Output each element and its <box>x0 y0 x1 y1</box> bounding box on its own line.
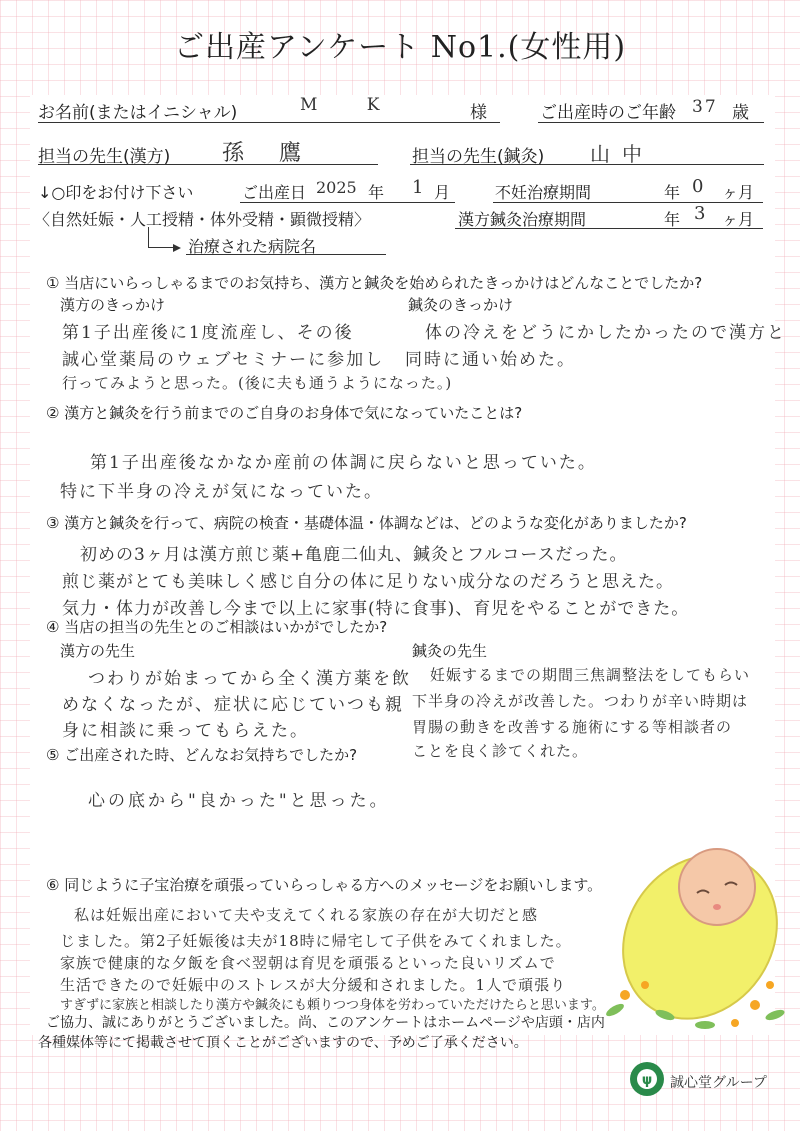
question-6: ⑥ 同じように子宝治療を頑張っていらっしゃる方へのメッセージをお願いします。 <box>46 876 603 894</box>
q4-shinkyu-line-1: 妊娠するまでの期間三焦調整法をしてもらい <box>430 666 751 684</box>
infertility-underline <box>493 202 763 203</box>
q3-line-2: 煎じ薬がとても美味しく感じ自分の体に足りない成分なのだろうと思えた。 <box>62 572 674 592</box>
name-value: M K <box>300 95 402 115</box>
q4-kampo-line-3: 身に相談に乗ってもらえた。 <box>62 721 309 741</box>
kampo-teacher-underline <box>38 164 378 165</box>
q1-shinkyu-line-1: 体の冷えをどうにかしたかったので漢方と <box>425 323 786 343</box>
kampo-period-months: 3 <box>694 203 708 224</box>
mark-instruction: ↓○印をお付け下さい <box>38 183 194 202</box>
birth-date-underline <box>240 202 455 203</box>
q1-shinkyu-line-2: 同時に通い始めた。 <box>405 350 576 370</box>
age-label: ご出産時のご年齢 <box>540 103 676 123</box>
svg-text:ψ: ψ <box>641 1073 653 1088</box>
q1-kampo-line-2: 誠心堂薬局のウェブセミナーに参加し <box>62 350 385 370</box>
q3-line-3: 気力・体力が改善し今まで以上に家事(特に食事)、育児をやることができた。 <box>62 599 690 619</box>
brand-name: 誠心堂グループ <box>670 1075 767 1091</box>
kampo-period-year-unit: 年 <box>664 210 681 229</box>
q6-line-2: じました。第2子妊娠後は夫が18時に帰宅して子供をみてくれました。 <box>60 932 572 950</box>
q4-kampo-label: 漢方の先生 <box>60 642 136 660</box>
question-5: ⑤ ご出産された時、どんなお気持ちでしたか? <box>46 746 358 764</box>
q1-kampo-line-3: 行ってみようと思った。(後に夫も通うようになった。) <box>62 374 453 392</box>
question-3: ③ 漢方と鍼灸を行って、病院の検査・基礎体温・体調などは、どのような変化がありましたか? <box>46 514 687 532</box>
hospital-arrow-icon <box>148 227 179 248</box>
infertility-year-unit: 年 <box>664 183 681 202</box>
honorific: 様 <box>470 103 487 123</box>
kampo-period-label: 漢方鍼灸治療期間 <box>458 210 587 229</box>
name-underline <box>38 122 500 123</box>
footer-thanks: ご協力、誠にありがとうございました。尚、このアンケートはホームページや店頭・店内 <box>46 1015 605 1031</box>
birth-year-unit: 年 <box>368 183 385 202</box>
q4-shinkyu-line-3: 胃腸の動きを改善する施術にする等相談者の <box>412 718 733 736</box>
question-2: ② 漢方と鍼灸を行う前までのご自身のお身体で気になっていたことは? <box>46 404 523 422</box>
kampo-teacher-label: 担当の先生(漢方) <box>38 147 171 167</box>
question-1: ① 当店にいらっしゃるまでのお気持ち、漢方と鍼灸を始められたきっかけはどんなことでしたか? <box>46 274 703 292</box>
q6-line-3: 家族で健康的な夕飯を食べ翌朝は育児を頑張るといった良いリズムで <box>60 954 556 972</box>
footer-notice: 各種媒体等にて掲載させて頂くことがございますので、予めご了承ください。 <box>38 1035 528 1051</box>
brand-logo-icon <box>628 1060 666 1098</box>
q5-line-1: 心の底から"良かった"と思った。 <box>88 791 390 811</box>
conception-methods: 〈自然妊娠・人工授精・体外受精・顕微授精〉 <box>34 210 371 229</box>
kampo-teacher-value: 孫 鷹 <box>222 141 315 166</box>
q4-kampo-line-1: つわりが始まってから全く漢方薬を飲 <box>88 669 411 689</box>
brand-logo <box>628 1060 788 1100</box>
question-4: ④ 当店の担当の先生とのご相談はいかがでしたか? <box>46 618 388 636</box>
q3-line-1: 初めの3ヶ月は漢方煎じ薬+亀鹿二仙丸、鍼灸とフルコースだった。 <box>80 545 628 565</box>
q4-kampo-line-2: めなくなったが、症状に応じていつも親 <box>62 695 404 715</box>
q1-kampo-label: 漢方のきっかけ <box>60 296 166 314</box>
shinkyu-teacher-underline <box>410 164 764 165</box>
q2-line-1: 第1子出産後なかなか産前の体調に戻らないと思っていた。 <box>90 453 597 473</box>
q4-shinkyu-line-4: ことを良く診てくれた。 <box>412 742 589 760</box>
q4-shinkyu-line-2: 下半身の冷えが改善した。つわりが辛い時期は <box>412 692 749 710</box>
page-title: ご出産アンケート No1.(女性用) <box>173 30 627 65</box>
birth-year: 2025 <box>316 178 357 197</box>
shinkyu-teacher-label: 担当の先生(鍼灸) <box>412 147 545 167</box>
q4-shinkyu-label: 鍼灸の先生 <box>412 642 488 660</box>
name-label: お名前(またはイニシャル) <box>38 103 238 123</box>
baby-face <box>679 849 755 925</box>
q2-line-2: 特に下半身の冷えが気になっていた。 <box>60 482 383 502</box>
hospital-label: 治療された病院名 <box>188 237 317 256</box>
q1-kampo-line-1: 第1子出産後に1度流産し、その後 <box>62 323 354 343</box>
q6-line-5: すぎずに家族と相談したり漢方や鍼灸にも頼りつつ身体を労わっていただけたらと思います。 <box>60 998 605 1013</box>
birth-month-unit: 月 <box>434 183 451 202</box>
infertility-months: 0 <box>692 176 706 197</box>
q1-shinkyu-label: 鍼灸のきっかけ <box>408 296 514 314</box>
infertility-month-unit: ヶ月 <box>722 183 755 202</box>
hospital-underline <box>186 254 386 255</box>
age-value: 37 <box>692 97 718 117</box>
kampo-period-underline <box>455 228 763 229</box>
age-unit: 歳 <box>732 103 749 123</box>
age-underline <box>538 122 764 123</box>
q6-line-1: 私は妊娠出産において夫や支えてくれる家族の存在が大切だと感 <box>74 906 539 924</box>
infertility-label: 不妊治療期間 <box>495 183 592 202</box>
shinkyu-teacher-value: 山中 <box>590 142 654 166</box>
birth-date-label: ご出産日 <box>242 183 307 202</box>
birth-month: 1 <box>412 177 426 198</box>
q6-line-4: 生活できたので妊娠中のストレスが大分緩和されました。1人で頑張り <box>60 976 567 994</box>
baby-mouth <box>713 904 721 910</box>
baby-illustration <box>605 845 790 1035</box>
kampo-period-month-unit: ヶ月 <box>722 210 755 229</box>
